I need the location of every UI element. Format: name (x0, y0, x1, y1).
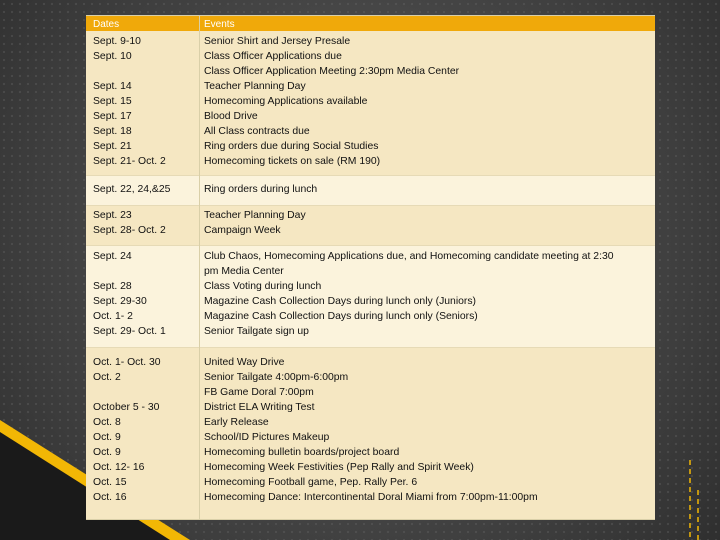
header-dates: Dates (93, 19, 120, 30)
row-dates: Sept. 9-10 Sept. 10 Sept. 14 Sept. 15 Sept. 17 Sept. 18 Sept. 21 Sept. 21- Oct. 2 (93, 36, 166, 167)
row-divider (86, 347, 655, 348)
row-events: Teacher Planning Day Campaign Week (204, 210, 306, 236)
row-events: United Way Drive Senior Tailgate 4:00pm-6:00pm FB Game Doral 7:00pm District ELA Writing Test Early Release School/ID Pictures Makeup Homecoming bulletin boards/project board Homecoming Week Festivities (Pep Rally and Spirit Week) Homecoming Football game, Pep. Rally Per. 6 Homecoming Dance: Intercontinental Doral Miami from 7:00pm-11:00pm (204, 357, 538, 503)
row-events: Ring orders during lunch (204, 184, 318, 195)
row-dates: Sept. 24 Sept. 28 Sept. 29-30 Oct. 1- 2 Sept. 29- Oct. 1 (93, 251, 166, 337)
row-divider (86, 245, 655, 246)
row-dates: Sept. 23 Sept. 28- Oct. 2 (93, 210, 166, 236)
header-events: Events (204, 19, 235, 30)
row-dates: Oct. 1- Oct. 30 Oct. 2 October 5 - 30 Oct. 8 Oct. 9 Oct. 9 Oct. 12- 16 Oct. 15 Oct. 16 (93, 357, 161, 503)
column-divider (199, 15, 200, 520)
row-divider (86, 175, 655, 176)
row-events: Senior Shirt and Jersey Presale Class Officer Applications due Class Officer Application Meeting 2:30pm Media Center Teacher Planning Day Homecoming Applications available Blood Drive All Class contracts due Ring orders due during Social Studies Homecoming tickets on sale (RM 190) (204, 36, 460, 167)
row-events: Club Chaos, Homecoming Applications due, and Homecoming candidate meeting at 2:30 pm Media Center Class Voting during lunch Magazine Cash Collection Days during lunch only (Juniors) Magazine Cash Collection Days during lunch only (Seniors) Senior Tailgate sign up (204, 251, 614, 337)
row-dates: Sept. 22, 24,&25 (93, 184, 171, 195)
row-divider (86, 205, 655, 206)
